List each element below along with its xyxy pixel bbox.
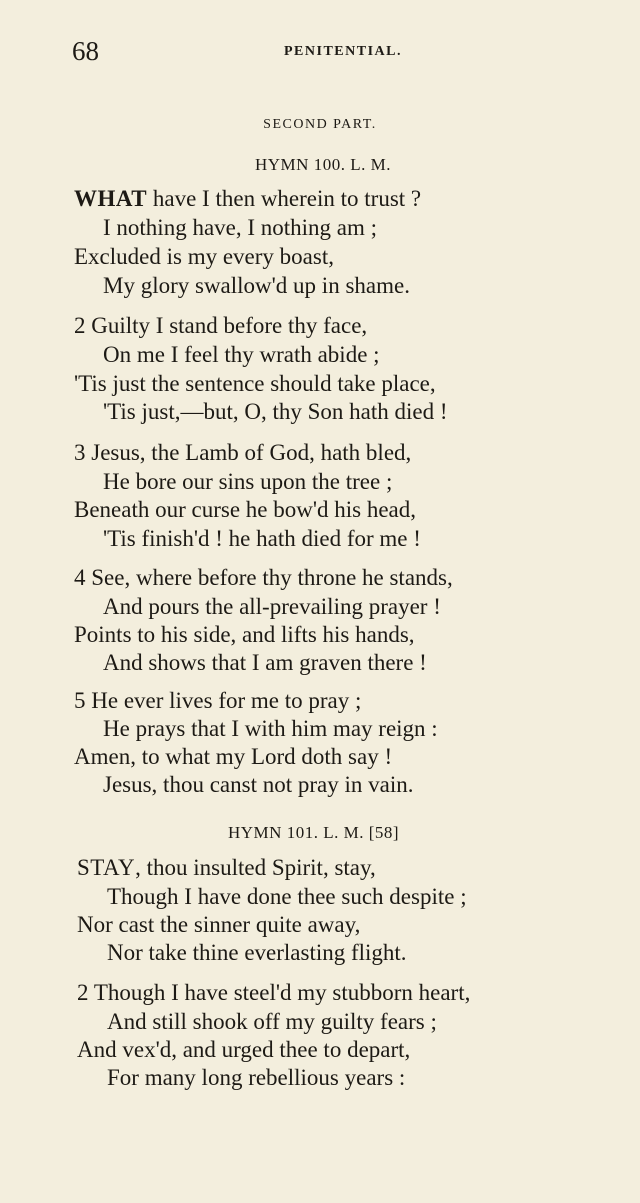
verse-line: On me I feel thy wrath abide ; <box>103 342 380 367</box>
verse-line: 'Tis finish'd ! he hath died for me ! <box>103 526 421 551</box>
verse-line: Amen, to what my Lord doth say ! <box>74 744 393 769</box>
hymn-100-first-word: WHAT <box>74 186 148 211</box>
verse-line: He bore our sins upon the tree ; <box>103 469 393 494</box>
verse-line: 'Tis just the sentence should take place, <box>74 371 436 396</box>
verse-line: And still shook off my guilty fears ; <box>107 1009 437 1034</box>
hymn-101-heading: HYMN 101. L. M. [58] <box>228 823 400 842</box>
verse-line: Though I have done thee such despite ; <box>107 884 467 909</box>
running-title: PENITENTIAL. <box>284 44 402 59</box>
verse-line: Nor cast the sinner quite away, <box>77 912 361 937</box>
verse-line: And vex'd, and urged thee to depart, <box>77 1037 411 1062</box>
hymn-100-heading: HYMN 100. L. M. <box>255 155 391 174</box>
verse-line: Excluded is my every boast, <box>74 244 334 269</box>
verse-line: Jesus, thou canst not pray in vain. <box>103 772 414 797</box>
verse-line: And shows that I am graven there ! <box>103 650 427 675</box>
verse-line: 4 See, where before thy throne he stands, <box>74 565 453 590</box>
verse-line: 3 Jesus, the Lamb of God, hath bled, <box>74 440 412 465</box>
verse-line: 2 Though I have steel'd my stubborn heart, <box>77 980 471 1005</box>
verse-line: And pours the all-prevailing prayer ! <box>103 594 441 619</box>
verse-line: My glory swallow'd up in shame. <box>103 273 410 298</box>
verse-line: Points to his side, and lifts his hands, <box>74 622 415 647</box>
verse-line: 'Tis just,—but, O, thy Son hath died ! <box>103 399 448 424</box>
verse-line: He prays that I with him may reign : <box>103 716 438 741</box>
section-title: SECOND PART. <box>263 117 377 132</box>
verse-line: 5 He ever lives for me to pray ; <box>74 688 362 713</box>
verse-line: 2 Guilty I stand before thy face, <box>74 313 368 338</box>
verse-line: Beneath our curse he bow'd his head, <box>74 497 417 522</box>
verse-line: For many long rebellious years : <box>107 1065 406 1090</box>
verse-line: STAY, thou insulted Spirit, stay, <box>77 855 376 880</box>
verse-line: WHAT have I then wherein to trust ? <box>74 186 422 211</box>
page-number: 68 <box>72 36 99 66</box>
verse-line: I nothing have, I nothing am ; <box>103 215 378 240</box>
hymn-101-first-word: STAY <box>77 855 136 880</box>
verse-line: Nor take thine everlasting flight. <box>107 940 407 965</box>
